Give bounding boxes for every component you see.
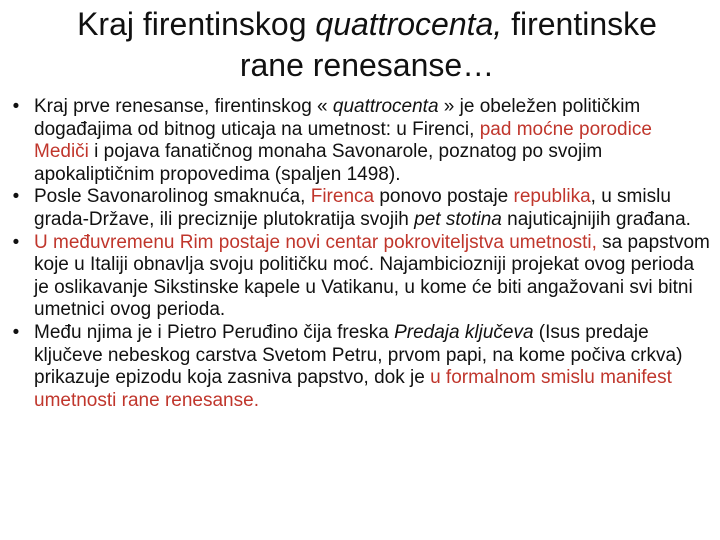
title-text: Kraj firentinskog bbox=[77, 6, 316, 42]
bullet-item bbox=[0, 96, 712, 186]
highlighted-text: pad moćne porodice Mediči bbox=[34, 118, 652, 163]
title-line-1 bbox=[14, 4, 720, 45]
bullet-text: sa papstvom koje u Italiji obnavlja svoju političku moć. Najambiciozniji projekat ovog perioda je oslikavanje Sikstinske kapele u Vatikanu, u kome će biti angažovani svi bitni umetnici ovog perioda. bbox=[34, 231, 710, 321]
title-italic-text: quattrocenta, bbox=[315, 6, 503, 42]
bullet-list bbox=[0, 96, 712, 412]
bullet-text: Kraj prve renesanse, firentinskog « bbox=[34, 96, 333, 117]
bullet-item bbox=[0, 232, 712, 322]
bullet-text: » je obeležen političkim događajima od bitnog uticaja na umetnost: u Firenci, bbox=[34, 96, 641, 140]
bullet-text: ponovo postaje bbox=[374, 186, 514, 208]
highlighted-text: republika bbox=[513, 186, 591, 208]
bullet-text: Posle Savonarolinog smaknuća, bbox=[34, 186, 311, 208]
bullet-marker: • bbox=[12, 321, 20, 343]
italic-text: quattrocenta bbox=[332, 96, 439, 117]
bullet-item bbox=[0, 322, 712, 412]
highlighted-text: u formalnom smislu manifest umetnosti rane renesanse. bbox=[34, 367, 672, 411]
bullet-marker: • bbox=[12, 186, 20, 208]
highlighted-text: Firenca bbox=[310, 186, 375, 208]
italic-text: Predaja ključeva bbox=[394, 321, 534, 343]
highlighted-text: U međuvremenu Rim postaje novi centar pokroviteljstva umetnosti, bbox=[34, 231, 597, 253]
bullet-text: najuticajnijih građana. bbox=[501, 208, 691, 230]
bullet-text: (Isus predaje ključeve nebeskog carstva Svetom Petru, prvom papi, na kome počiva crkva) prikazuje epizodu koja zasniva papstvo, dok je bbox=[34, 321, 683, 389]
slide-title bbox=[14, 4, 720, 86]
bullet-text: , u smislu grada-Države, ili preciznije plutokratija svojih bbox=[34, 186, 671, 230]
italic-text: pet stotina bbox=[414, 208, 502, 230]
title-line-2: rane renesanse… bbox=[239, 47, 495, 83]
bullet-text: i pojava fanatičnog monaha Savonarole, poznatog po svojim apokaliptičnim propovedima (spaljen 1498). bbox=[34, 141, 603, 185]
title-text: firentinske bbox=[502, 6, 657, 42]
bullet-marker: • bbox=[12, 96, 20, 117]
bullet-item bbox=[0, 186, 712, 231]
bullet-marker: • bbox=[12, 231, 20, 253]
bullet-text: Među njima je i Pietro Peruđino čija freska bbox=[34, 321, 395, 343]
